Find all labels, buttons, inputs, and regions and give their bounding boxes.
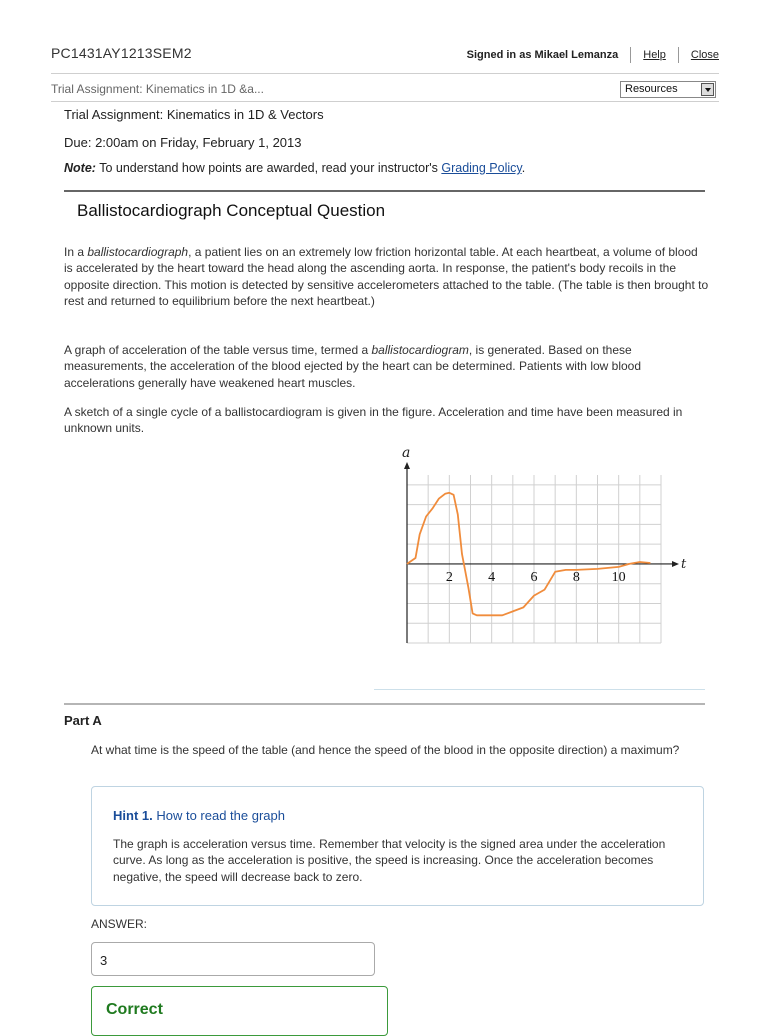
y-axis-arrow (404, 462, 410, 469)
x-tick-label: 10 (611, 569, 626, 585)
x-axis-label: t (681, 556, 687, 572)
hint-number: Hint 1. (113, 808, 153, 823)
x-tick-label: 8 (572, 569, 580, 585)
note-end: . (521, 161, 526, 175)
grading-note (64, 161, 525, 175)
problem-title: Ballistocardiograph Conceptual Question (77, 201, 386, 220)
note-label: Note: (64, 161, 96, 175)
result-panel (91, 986, 388, 1036)
problem-paragraph-2 (64, 342, 709, 391)
assignment-title: Trial Assignment: Kinematics in 1D & Vectors (64, 107, 324, 122)
p1-term: ballistocardiograph (87, 245, 189, 259)
result-label: Correct (106, 1001, 163, 1018)
p2-term: ballistocardiogram (371, 343, 469, 357)
divider (64, 190, 705, 192)
hint-panel (91, 786, 704, 906)
x-tick-label: 6 (530, 569, 538, 585)
grading-policy-link[interactable]: Grading Policy (441, 161, 522, 175)
ballistocardiogram-graph (395, 440, 695, 650)
note-text: To understand how points are awarded, read your instructor's (95, 161, 442, 175)
part-a-label: Part A (64, 713, 102, 728)
breadcrumb[interactable]: Trial Assignment: Kinematics in 1D &a... (51, 82, 264, 96)
problem-paragraph-1 (64, 244, 709, 310)
x-axis-arrow (672, 561, 679, 567)
p2-text-a: A graph of acceleration of the table versus time, termed a (64, 343, 372, 357)
divider (64, 703, 705, 705)
close-link[interactable]: Close (690, 49, 719, 61)
y-axis-label: a (402, 445, 411, 461)
problem-paragraph-3: A sketch of a single cycle of a ballistocardiogram is given in the figure. Acceleration and time have been measured in unknown units. (64, 405, 683, 436)
x-tick-label: 4 (488, 569, 496, 585)
p1-text-b: , a patient lies on an extremely low friction horizontal table. At each heartbeat, a volume of blood is accelerated by the heart toward the head along the ascending aorta. In response, the patient's body recoils in the opposite direction. This motion is detected by sensitive accelerometers attached to the table. (The table is then brought to rest and returned to equilibrium before the next heartbeat.) (64, 245, 709, 309)
hint-body: The graph is acceleration versus time. Remember that velocity is the signed area under the acceleration curve. As long as the acceleration is positive, the speed is increasing. Once the acceleration becomes negative, the speed will decrease back to zero. (113, 837, 666, 884)
divider (630, 47, 631, 63)
divider (51, 101, 719, 102)
divider (374, 689, 705, 690)
answer-label: ANSWER: (91, 917, 148, 931)
help-link[interactable]: Help (643, 49, 666, 61)
chevron-down-icon[interactable] (701, 83, 714, 96)
part-a-question: At what time is the speed of the table (and hence the speed of the blood in the opposite direction) a maximum? (91, 743, 680, 757)
divider (678, 47, 679, 63)
due-date: Due: 2:00am on Friday, February 1, 2013 (64, 135, 302, 150)
p2-text-b: , is generated. Based on these measurements, the acceleration of the blood ejected by the heart can be determined. Patients with low blood accelerations generally have weakened heart muscles. (64, 343, 642, 390)
top-bar (0, 0, 768, 76)
signed-in-text: Signed in as Mikael Lemanza (466, 49, 619, 61)
resources-select[interactable] (620, 81, 716, 98)
resources-select-value: Resources (625, 83, 678, 95)
course-id: PC1431AY1213SEM2 (51, 45, 192, 61)
top-links (467, 47, 719, 63)
graph-svg (395, 440, 695, 650)
divider (51, 73, 719, 74)
acceleration-curve (407, 493, 650, 616)
x-tick-label: 2 (445, 569, 453, 585)
hint-title: How to read the graph (152, 808, 285, 823)
p1-text-a: In a (64, 245, 88, 259)
answer-field[interactable]: 3 (91, 942, 375, 976)
hint-toggle[interactable] (113, 808, 285, 823)
